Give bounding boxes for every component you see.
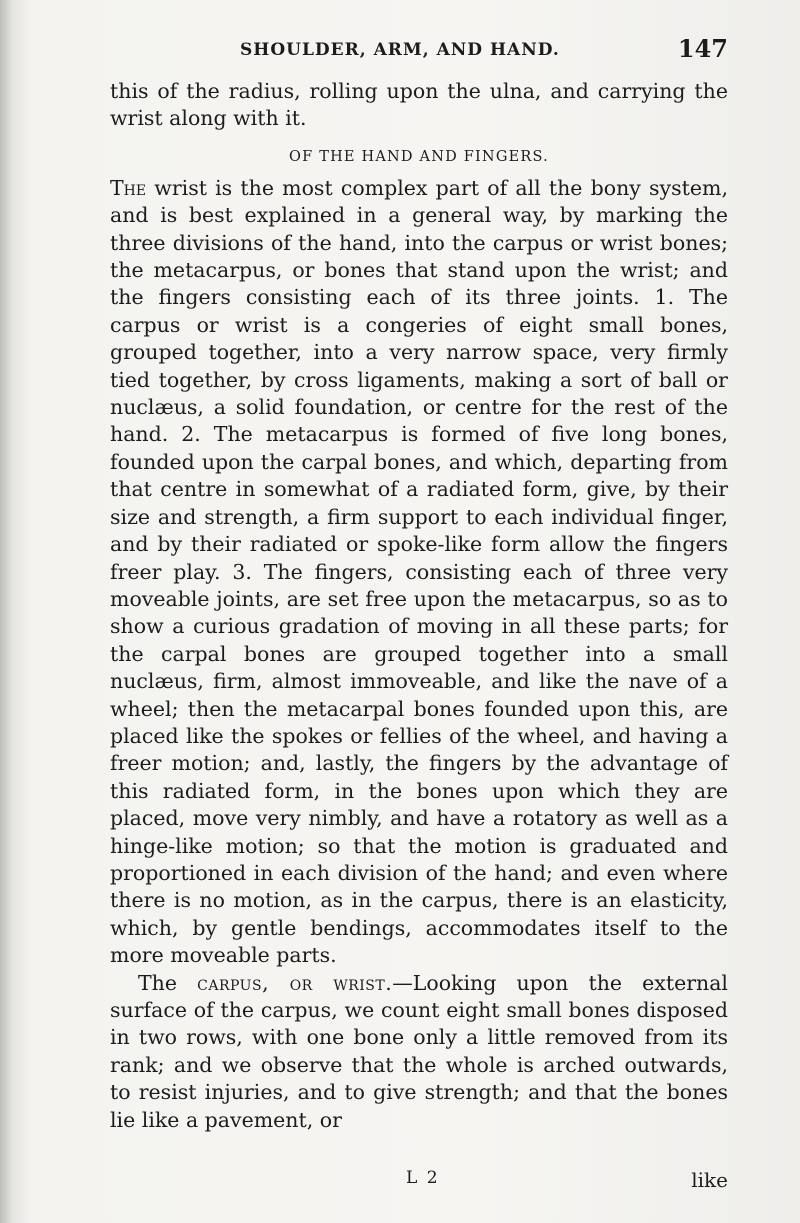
- catchword: like: [691, 1168, 728, 1192]
- paragraph-lead-word: The: [110, 175, 147, 200]
- section-heading: OF THE HAND AND FINGERS.: [289, 148, 549, 165]
- page-footer: [110, 1168, 728, 1198]
- running-head: SHOULDER, ARM, AND HAND.: [240, 40, 560, 60]
- signature-mark: L 2: [406, 1168, 440, 1188]
- paragraph-text: wrist is the most complex part of all the bony system, and is best explained in a general way, by marking the three divisions of the hand, into the carpus or wrist bones; the metacarpus, or bones that stand upon the wrist; and the fingers consisting each of its three joints. 1. The carpus or wrist is a congeries of eight small bones, grouped together, into a very narrow space, very firmly tied together, by cross ligaments, making a sort of ball or nuclæus, a solid foundation, or centre for the rest of the hand. 2. The metacarpus is formed of five long bones, founded upon the carpal bones, and which, departing from that centre in somewhat of a radiated form, give, by their size and strength, a firm support to each individual finger, and by their radiated or spoke-like form allow the fingers freer play. 3. The fingers, consisting each of three very moveable joints, are set free upon the metacarpus, so as to show a curious gradation of moving in all these parts; for the carpal bones are grouped together into a small nuclæus, firm, almost immoveable, and like the nave of a wheel; then the metacarpal bones founded upon this, are placed like the spokes or fellies of the wheel, and having a freer motion; and, lastly, the fingers by the advantage of this radiated form, in the bones upon which they are placed, move very nimbly, and have a rotatory as well as a hinge-like motion; so that the motion is graduated and proportioned in each division of the hand; and even where there is no motion, as in the carpus, there is an elasticity, which, by gentle bendings, accommodates itself to the more moveable parts.: [110, 175, 728, 968]
- paragraph-text: —Looking upon the external surface of the carpus, we count eight small bones disposed in two rows, with one bone only a little removed from its rank; and we observe that the whole is arched outwards, to resist injuries, and to give strength; and that the bones lie like a pavement, or: [110, 970, 728, 1132]
- page-number: 147: [677, 34, 728, 63]
- carpus-subheading: carpus, or wrist.: [197, 970, 393, 995]
- page-header: [110, 34, 728, 70]
- paragraph-carpus: [110, 970, 728, 1134]
- continuation-paragraph: this of the radius, rolling upon the ulna, and carrying the wrist along with it.: [110, 79, 728, 131]
- page-edge-shadow: [0, 0, 12, 1223]
- page-body: [110, 78, 728, 1134]
- paragraph-lead-word: The: [138, 970, 178, 995]
- paragraph-hand-fingers: [110, 175, 728, 970]
